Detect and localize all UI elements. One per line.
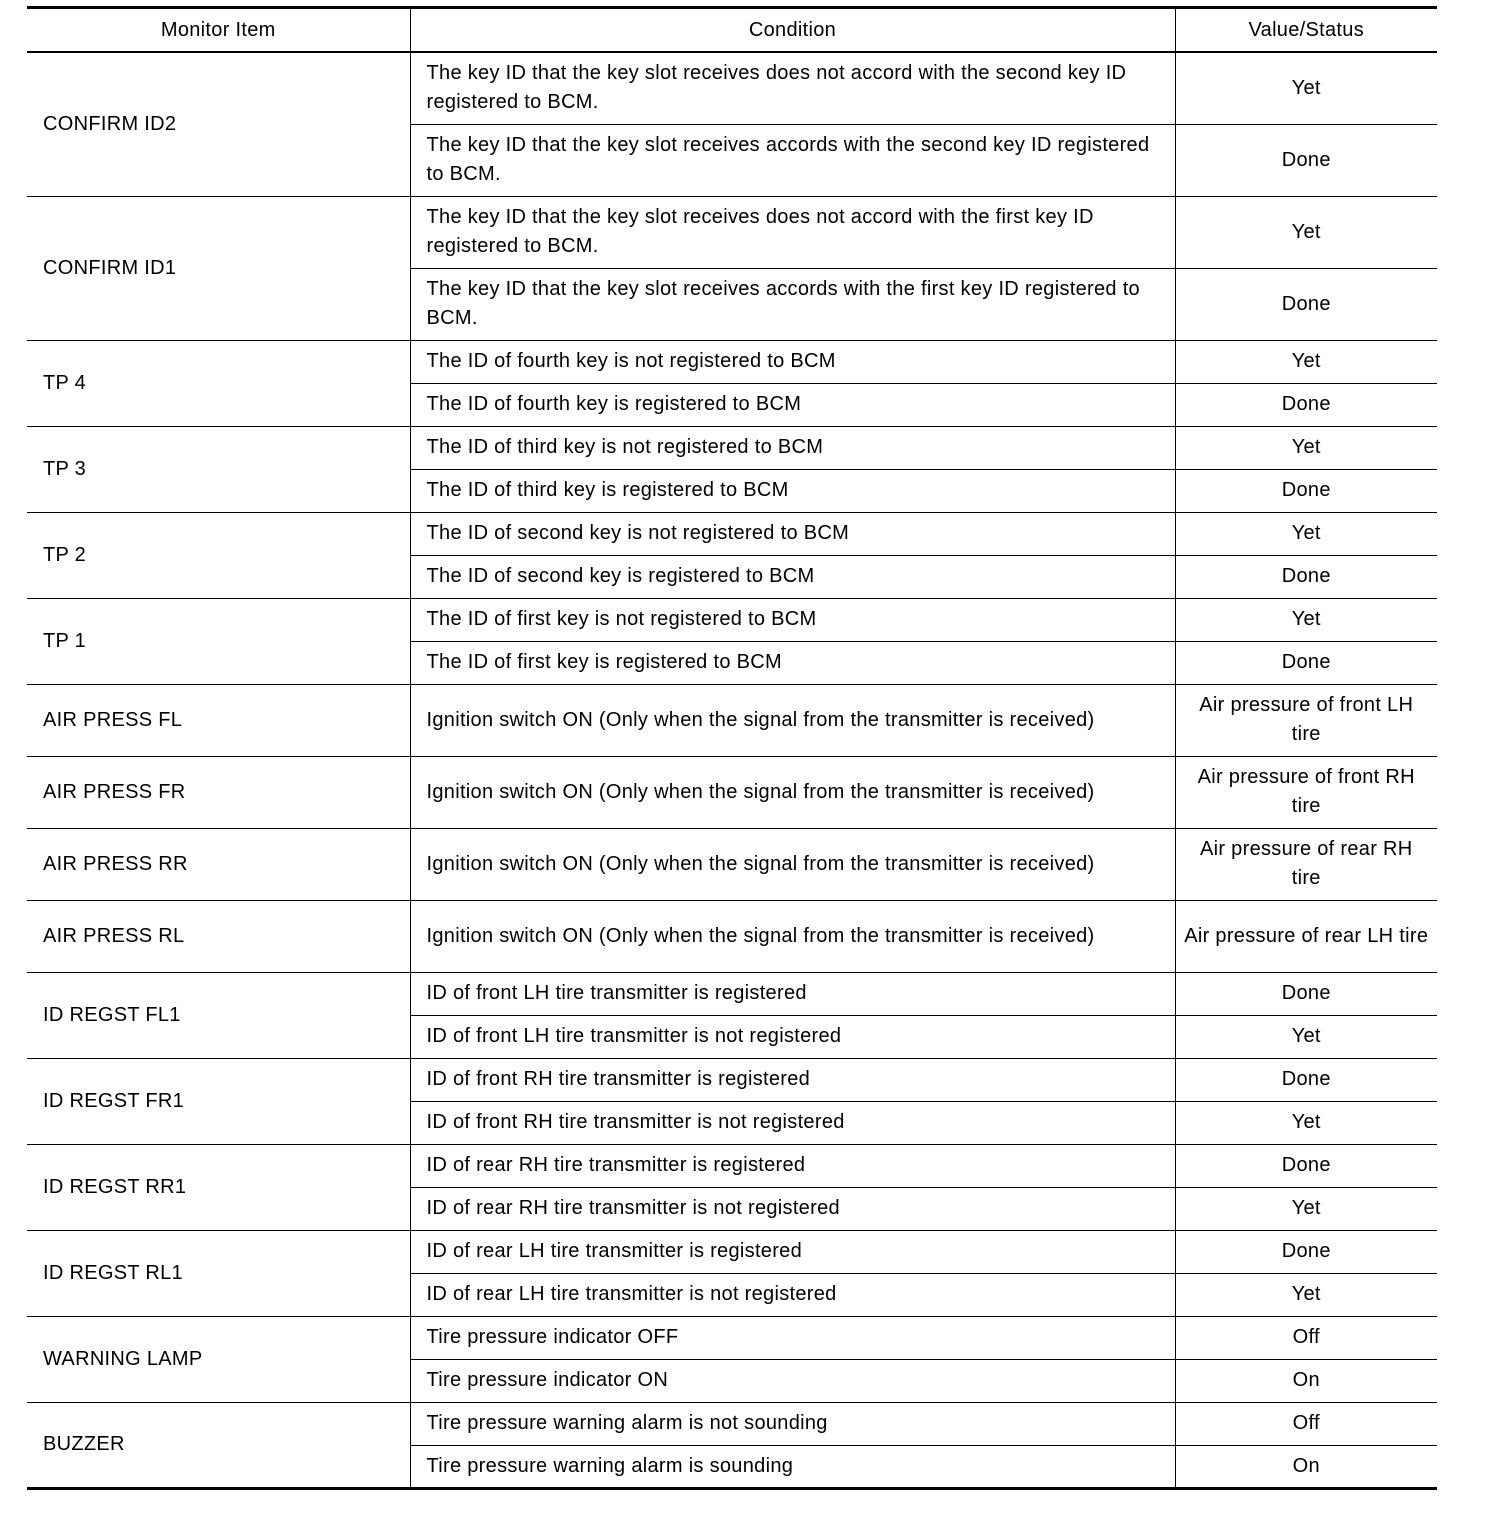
monitor-item-cell: WARNING LAMP: [27, 1316, 410, 1402]
condition-cell: ID of front LH tire transmitter is not registered: [410, 1015, 1175, 1058]
condition-cell: The ID of second key is registered to BCM: [410, 555, 1175, 598]
condition-cell: The ID of fourth key is not registered to BCM: [410, 340, 1175, 383]
condition-cell: Tire pressure indicator ON: [410, 1359, 1175, 1402]
table-body: [27, 52, 1437, 1488]
value-status-cell: Air pressure of rear LH tire: [1175, 900, 1437, 972]
table-row: [27, 1402, 1437, 1445]
value-status-cell: Yet: [1175, 426, 1437, 469]
monitor-item-cell: TP 2: [27, 512, 410, 598]
value-status-cell: Air pressure of front RH tire: [1175, 756, 1437, 828]
condition-cell: ID of front RH tire transmitter is not registered: [410, 1101, 1175, 1144]
header-monitor-item: Monitor Item: [27, 8, 410, 53]
monitor-item-cell: TP 4: [27, 340, 410, 426]
value-status-cell: Air pressure of front LH tire: [1175, 684, 1437, 756]
value-status-cell: Off: [1175, 1402, 1437, 1445]
monitor-item-cell: TP 1: [27, 598, 410, 684]
value-status-cell: Yet: [1175, 1273, 1437, 1316]
condition-cell: ID of rear LH tire transmitter is not registered: [410, 1273, 1175, 1316]
monitor-item-cell: AIR PRESS RL: [27, 900, 410, 972]
table-row: [27, 1316, 1437, 1359]
value-status-cell: Done: [1175, 383, 1437, 426]
value-status-cell: Yet: [1175, 196, 1437, 268]
monitor-item-cell: ID REGST RL1: [27, 1230, 410, 1316]
monitor-item-cell: CONFIRM ID2: [27, 52, 410, 196]
monitor-item-cell: ID REGST FL1: [27, 972, 410, 1058]
condition-cell: Ignition switch ON (Only when the signal from the transmitter is received): [410, 900, 1175, 972]
table-row: [27, 196, 1437, 268]
table-row: [27, 598, 1437, 641]
table-row: [27, 972, 1437, 1015]
condition-cell: Tire pressure indicator OFF: [410, 1316, 1175, 1359]
value-status-cell: Air pressure of rear RH tire: [1175, 828, 1437, 900]
condition-cell: ID of rear RH tire transmitter is registered: [410, 1144, 1175, 1187]
monitor-item-cell: AIR PRESS RR: [27, 828, 410, 900]
value-status-cell: Yet: [1175, 1015, 1437, 1058]
table-row: [27, 756, 1437, 828]
table-row: [27, 1230, 1437, 1273]
value-status-cell: On: [1175, 1445, 1437, 1488]
value-status-cell: Done: [1175, 1144, 1437, 1187]
condition-cell: Tire pressure warning alarm is sounding: [410, 1445, 1175, 1488]
value-status-cell: Done: [1175, 555, 1437, 598]
condition-cell: ID of front RH tire transmitter is registered: [410, 1058, 1175, 1101]
monitor-item-table: [27, 6, 1437, 1490]
condition-cell: The key ID that the key slot receives does not accord with the second key ID registered to BCM.: [410, 52, 1175, 124]
value-status-cell: On: [1175, 1359, 1437, 1402]
condition-cell: Ignition switch ON (Only when the signal from the transmitter is received): [410, 756, 1175, 828]
value-status-cell: Done: [1175, 1230, 1437, 1273]
condition-cell: The key ID that the key slot receives does not accord with the first key ID registered to BCM.: [410, 196, 1175, 268]
value-status-cell: Done: [1175, 469, 1437, 512]
header-value-status: Value/Status: [1175, 8, 1437, 53]
monitor-item-cell: CONFIRM ID1: [27, 196, 410, 340]
monitor-item-cell: TP 3: [27, 426, 410, 512]
value-status-cell: Yet: [1175, 598, 1437, 641]
table-row: [27, 340, 1437, 383]
condition-cell: The ID of first key is not registered to BCM: [410, 598, 1175, 641]
value-status-cell: Done: [1175, 641, 1437, 684]
condition-cell: ID of rear RH tire transmitter is not registered: [410, 1187, 1175, 1230]
value-status-cell: Done: [1175, 972, 1437, 1015]
condition-cell: Ignition switch ON (Only when the signal from the transmitter is received): [410, 828, 1175, 900]
condition-cell: The ID of third key is not registered to BCM: [410, 426, 1175, 469]
monitor-item-cell: BUZZER: [27, 1402, 410, 1488]
monitor-item-cell: ID REGST FR1: [27, 1058, 410, 1144]
table-row: [27, 426, 1437, 469]
value-status-cell: Yet: [1175, 512, 1437, 555]
monitor-item-cell: ID REGST RR1: [27, 1144, 410, 1230]
condition-cell: The key ID that the key slot receives accords with the first key ID registered to BCM.: [410, 268, 1175, 340]
condition-cell: ID of rear LH tire transmitter is registered: [410, 1230, 1175, 1273]
table-row: [27, 684, 1437, 756]
value-status-cell: Yet: [1175, 52, 1437, 124]
value-status-cell: Off: [1175, 1316, 1437, 1359]
value-status-cell: Yet: [1175, 340, 1437, 383]
table-row: [27, 1144, 1437, 1187]
header-condition: Condition: [410, 8, 1175, 53]
value-status-cell: Yet: [1175, 1187, 1437, 1230]
value-status-cell: Done: [1175, 268, 1437, 340]
table-row: [27, 900, 1437, 972]
condition-cell: The key ID that the key slot receives accords with the second key ID registered to BCM.: [410, 124, 1175, 196]
condition-cell: The ID of first key is registered to BCM: [410, 641, 1175, 684]
header-row: [27, 8, 1437, 53]
table-row: [27, 512, 1437, 555]
condition-cell: The ID of second key is not registered to BCM: [410, 512, 1175, 555]
value-status-cell: Done: [1175, 1058, 1437, 1101]
condition-cell: Ignition switch ON (Only when the signal from the transmitter is received): [410, 684, 1175, 756]
table-row: [27, 828, 1437, 900]
condition-cell: The ID of third key is registered to BCM: [410, 469, 1175, 512]
value-status-cell: Yet: [1175, 1101, 1437, 1144]
condition-cell: ID of front LH tire transmitter is registered: [410, 972, 1175, 1015]
table-row: [27, 52, 1437, 124]
condition-cell: The ID of fourth key is registered to BCM: [410, 383, 1175, 426]
value-status-cell: Done: [1175, 124, 1437, 196]
monitor-item-cell: AIR PRESS FR: [27, 756, 410, 828]
monitor-item-cell: AIR PRESS FL: [27, 684, 410, 756]
table-row: [27, 1058, 1437, 1101]
condition-cell: Tire pressure warning alarm is not sounding: [410, 1402, 1175, 1445]
